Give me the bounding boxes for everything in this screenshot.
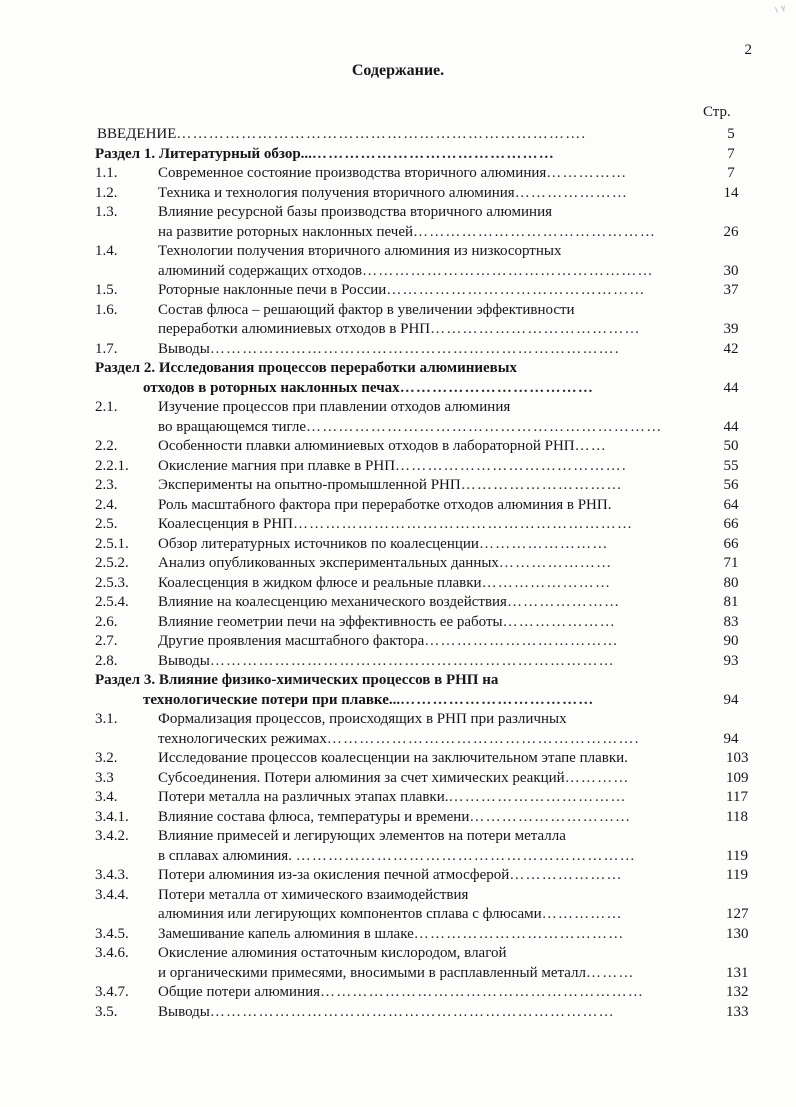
toc-entry-page-number: 64 (723, 496, 739, 513)
toc-entry-number: 2.2.1. (95, 457, 129, 474)
toc-entry-page-number: 14 (723, 184, 739, 201)
toc-entry-title-continued (158, 965, 635, 982)
toc-entry-text: Анализ опубликованных экспериментальных данных (158, 555, 499, 571)
toc-entry-title (158, 204, 552, 221)
toc-row (0, 458, 796, 478)
toc-entry-title (158, 536, 609, 553)
toc-leader-dots: …… (574, 438, 608, 454)
toc-entry-number: 3.4.2. (95, 828, 129, 844)
toc-entry-title (158, 653, 615, 670)
toc-entry-number: 3.4.5. (95, 925, 129, 942)
toc-entry-text: на развитие роторных наклонных печей (158, 223, 414, 240)
toc-entry-title-continued (158, 731, 640, 748)
toc-entry-title-continued (158, 263, 654, 280)
toc-entry-title (158, 594, 620, 611)
toc-row (0, 536, 796, 556)
toc-entry-text: Современное состояние производства вторичного алюминия (158, 165, 547, 181)
toc-entry-text: Раздел 2. Исследования процессов переработки алюминиевых (95, 360, 517, 376)
toc-entry-text: Выводы (158, 652, 210, 669)
toc-entry-number: 2.5.2. (95, 555, 129, 571)
toc-row (0, 126, 796, 146)
toc-leader-dots: …………………………………………………. (326, 730, 640, 747)
toc-leader-dots: …………… (541, 906, 623, 922)
toc-entry-page-number: 127 (726, 906, 749, 922)
toc-row (0, 243, 796, 263)
toc-leader-dots: ………………… (509, 867, 623, 883)
toc-entry-text: Окисление магния при плавке в РНП (158, 457, 396, 474)
toc-leader-dots: …………………… (481, 574, 612, 591)
toc-leader-dots: ……………………………… (424, 633, 619, 649)
toc-entry-number: 1.4. (95, 243, 118, 259)
toc-entry-text: Формализация процессов, происходящих в РНП при различных (158, 711, 567, 727)
toc-row (0, 146, 796, 166)
toc-leader-dots: ………………………………………………………………… (209, 1003, 615, 1020)
toc-entry-title (158, 438, 607, 455)
toc-entry-page-number: 7 (727, 165, 735, 181)
toc-entry-page-number: 119 (726, 847, 748, 864)
toc-entry-title (158, 926, 624, 943)
toc-entry-number: 3.4.7. (95, 984, 129, 1000)
toc-row (0, 906, 796, 926)
toc-row (0, 1004, 796, 1024)
toc-entry-text: Общие потери алюминия (158, 984, 321, 1000)
toc-entry-number: 2.5.1. (95, 535, 129, 552)
toc-entry-text: в сплавах алюминия. (158, 847, 296, 864)
toc-entry-title (158, 828, 566, 845)
toc-row (0, 984, 796, 1004)
toc-entry-number: 3.4. (95, 789, 118, 805)
toc-entry-title (158, 867, 623, 884)
toc-entry-text: Влияние ресурсной базы производства вторичного алюминия (158, 204, 552, 220)
toc-entry-text: Особенности плавки алюминиевых отходов в лабораторной РНП (158, 438, 575, 454)
toc-row (0, 575, 796, 595)
toc-entry-text: Раздел 3. Влияние физико-химических процессов в РНП на (95, 672, 499, 688)
page-title: Содержание. (351, 62, 445, 79)
toc-entry-text: Исследование процессов коалесценции на заключительном этапе плавки. (158, 750, 628, 766)
toc-entry-text: Коалесценция в РНП (158, 516, 293, 532)
toc-row (0, 380, 796, 400)
toc-entry-page-number: 71 (723, 555, 739, 571)
toc-entry-page-number: 131 (726, 964, 749, 981)
toc-leader-dots: …………… (546, 165, 628, 181)
toc-entry-text: ВВЕДЕНИЕ (97, 126, 177, 142)
toc-row (0, 672, 796, 692)
toc-row (0, 809, 796, 829)
toc-entry-page-number: 133 (726, 1003, 749, 1020)
toc-entry-title (158, 458, 627, 475)
toc-leader-dots: ……………………………………………… (362, 262, 654, 279)
toc-entry-page-number: 132 (726, 984, 749, 1000)
toc-entry-number: 2.4. (95, 496, 118, 513)
toc-entry-title (158, 302, 575, 319)
toc-entry-title (158, 399, 510, 416)
toc-row (0, 185, 796, 205)
toc-entry-number: 3.1. (95, 711, 118, 727)
toc-entry-title (158, 984, 644, 1001)
toc-row (0, 516, 796, 536)
toc-row (0, 341, 796, 361)
toc-entry-number: 3.3 (95, 769, 114, 786)
toc-entry-text: Техника и технология получения вторичного алюминия (158, 184, 515, 201)
toc-entry-page-number: 26 (723, 223, 739, 240)
toc-leader-dots: …………………………… (448, 789, 627, 805)
toc-row (0, 497, 796, 517)
toc-row (0, 594, 796, 614)
toc-entry-page-number: 118 (726, 808, 748, 825)
toc-entry-title-continued (158, 419, 662, 436)
toc-entry-number: 1.6. (95, 301, 118, 318)
toc-row (0, 282, 796, 302)
toc-entry-text: Окисление алюминия остаточным кислородом, влагой (158, 945, 507, 961)
toc-entry-title-continued (158, 224, 656, 241)
toc-entry-page-number: 7 (727, 145, 735, 162)
toc-entry-number: 2.5. (95, 516, 118, 532)
toc-entry-title (158, 165, 627, 182)
toc-row (0, 302, 796, 322)
toc-row (0, 692, 796, 712)
toc-entry-title-continued (158, 848, 636, 865)
toc-leader-dots: ………………… (502, 613, 616, 630)
toc-entry-title (158, 945, 507, 962)
toc-entry-title (158, 809, 631, 826)
toc-row (0, 438, 796, 458)
toc-entry-title (158, 282, 646, 299)
toc-leader-dots: ………………………………………………………… (306, 418, 663, 435)
toc-leader-dots: ……………………………………………………… (292, 516, 634, 532)
toc-entry-page-number: 44 (723, 379, 739, 396)
toc-entry-number: 2.5.4. (95, 594, 129, 610)
toc-row (0, 828, 796, 848)
toc-entry-title (158, 614, 616, 631)
toc-entry-page-number: 119 (726, 867, 748, 883)
toc-section-heading-continued (143, 380, 594, 397)
toc-row (0, 419, 796, 439)
toc-row (0, 945, 796, 965)
toc-entry-number: 1.5. (95, 282, 118, 298)
toc-entry-title (158, 750, 628, 767)
toc-leader-dots: ……………………………… (399, 379, 595, 396)
page-number: 2 (744, 42, 752, 58)
toc-entry-text: Состав флюса – решающий фактор в увеличении эффективности (158, 301, 575, 318)
toc-row (0, 653, 796, 673)
toc-entry-number: 2.5.3. (95, 574, 129, 591)
toc-entry-number: 3.4.6. (95, 945, 129, 961)
toc-section-heading (95, 146, 555, 163)
toc-row (0, 848, 796, 868)
toc-leader-dots: ………………………………… (430, 321, 641, 337)
toc-entry-text: переработки алюминиевых отходов в РНП (158, 321, 431, 337)
toc-entry-number: 2.1. (95, 399, 118, 415)
toc-leader-dots: ………………………… (460, 477, 623, 493)
toc-entry-page-number: 94 (723, 691, 739, 708)
toc-row (0, 770, 796, 790)
toc-leader-dots: …………………………………………………………………. (176, 126, 587, 142)
toc-row (0, 711, 796, 731)
toc-entry-text: алюминия или легирующих компонентов сплава с флюсами (158, 906, 542, 922)
toc-entry-text: Обзор литературных источников по коалесценции (158, 535, 479, 552)
toc-heading-label (97, 126, 586, 143)
toc-entry-title (158, 633, 619, 650)
toc-entry-text: Другие проявления масштабного фактора (158, 633, 425, 649)
toc-entry-text: Эксперименты на опытно-промышленной РНП (158, 477, 461, 493)
toc-entry-page-number: 94 (723, 730, 739, 747)
toc-row (0, 789, 796, 809)
scan-artifact-mark: ۱ ۷ (773, 2, 787, 16)
toc-section-heading-continued (143, 692, 595, 709)
toc-entry-page-number: 55 (723, 457, 739, 474)
toc-entry-title (158, 770, 630, 787)
toc-entry-page-number: 66 (723, 535, 739, 552)
toc-entry-page-number: 117 (726, 789, 748, 805)
toc-entry-number: 1.1. (95, 165, 118, 181)
toc-entry-title (158, 341, 620, 358)
toc-entry-title (158, 477, 623, 494)
toc-entry-text: Роторные наклонные печи в России (158, 282, 387, 298)
toc-entry-text: Потери металла на различных этапах плавки. (158, 789, 449, 805)
toc-entry-page-number: 5 (727, 126, 735, 142)
toc-entry-number: 3.4.3. (95, 867, 129, 883)
toc-leader-dots: ……… (586, 964, 635, 981)
toc-entry-text: и органическими примесями, вносимыми в расплавленный металл (158, 964, 587, 981)
toc-entry-text: Коалесценция в жидком флюсе и реальные плавки (158, 574, 482, 591)
toc-entry-title (158, 497, 611, 514)
toc-entry-text: Роль масштабного фактора при переработке отходов алюминия в РНП. (158, 496, 612, 513)
toc-entry-page-number: 90 (723, 633, 739, 649)
toc-entry-page-number: 44 (723, 418, 739, 435)
toc-entry-text: Изучение процессов при плавлении отходов алюминия (158, 399, 511, 415)
toc-entry-text: технологические потери при плавке... (143, 691, 401, 708)
toc-entry-number: 2.2. (95, 438, 118, 454)
toc-row (0, 633, 796, 653)
toc-entry-title (158, 1004, 615, 1021)
toc-entry-number: 3.4.4. (95, 886, 129, 903)
table-of-contents (0, 126, 796, 1023)
toc-leader-dots: ……………………………………………………… (295, 847, 636, 864)
toc-entry-number: 1.3. (95, 204, 118, 220)
toc-row (0, 321, 796, 341)
toc-entry-number: 3.2. (95, 750, 118, 766)
toc-leader-dots: ………………………………………… (386, 282, 646, 298)
toc-section-heading (95, 672, 498, 689)
toc-entry-text: технологических режимах (158, 730, 327, 747)
toc-entry-number: 2.7. (95, 633, 118, 649)
toc-leader-dots: …………………………………………………………………. (209, 340, 620, 357)
toc-row (0, 360, 796, 380)
toc-entry-title (158, 185, 628, 202)
toc-leader-dots: …………………………………………………… (320, 984, 645, 1000)
toc-row (0, 204, 796, 224)
toc-row (0, 224, 796, 244)
toc-entry-title (158, 711, 567, 728)
toc-leader-dots: ………………… (498, 555, 613, 571)
toc-row (0, 965, 796, 985)
page-column-header: Стр. (703, 104, 731, 120)
toc-entry-text: отходов в роторных наклонных печах (143, 379, 400, 396)
toc-entry-text: Влияние на коалесценцию механического воздействия (158, 594, 507, 610)
toc-row (0, 926, 796, 946)
toc-entry-text: алюминий содержащих отходов (158, 262, 363, 279)
toc-entry-text: Технологии получения вторичного алюминия из низкосортных (158, 243, 562, 259)
toc-row (0, 731, 796, 751)
toc-entry-title (158, 516, 633, 533)
toc-row (0, 887, 796, 907)
toc-entry-text: Выводы (158, 340, 210, 357)
toc-entry-page-number: 37 (723, 282, 739, 298)
toc-entry-text: Влияние состава флюса, температуры и времени (158, 808, 470, 825)
toc-entry-title (158, 789, 627, 806)
toc-entry-text: Раздел 1. Литературный обзор... (95, 145, 312, 162)
toc-row (0, 263, 796, 283)
toc-entry-text: во вращающемся тигле (158, 418, 307, 435)
toc-entry-page-number: 50 (723, 438, 739, 454)
toc-entry-page-number: 39 (723, 321, 739, 337)
toc-entry-page-number: 56 (723, 477, 739, 493)
toc-entry-page-number: 81 (723, 594, 739, 610)
toc-leader-dots: …………………… (478, 535, 609, 552)
toc-entry-page-number: 66 (723, 516, 739, 532)
toc-entry-page-number: 83 (723, 613, 739, 630)
toc-entry-text: Потери металла от химического взаимодействия (158, 886, 469, 903)
toc-leader-dots: ………………………………………………………………… (209, 652, 615, 669)
toc-row (0, 165, 796, 185)
toc-entry-title (158, 555, 612, 572)
toc-entry-title (158, 243, 561, 260)
toc-leader-dots: ………………… (514, 184, 629, 201)
toc-section-heading (95, 360, 517, 377)
toc-entry-page-number: 30 (723, 262, 739, 279)
toc-entry-text: Субсоединения. Потери алюминия за счет химических реакций (158, 769, 565, 786)
toc-entry-number: 3.5. (95, 1003, 118, 1020)
toc-row (0, 477, 796, 497)
toc-entry-page-number: 130 (726, 925, 749, 942)
toc-entry-number: 1.2. (95, 184, 118, 201)
toc-leader-dots: ………………… (506, 594, 621, 610)
toc-entry-title (158, 887, 468, 904)
toc-row (0, 399, 796, 419)
toc-entry-number: 2.3. (95, 477, 118, 493)
toc-entry-number: 2.8. (95, 652, 118, 669)
toc-row (0, 750, 796, 770)
toc-row (0, 555, 796, 575)
toc-entry-title-continued (158, 321, 641, 338)
toc-leader-dots: ……………………………………… (413, 223, 657, 240)
toc-row (0, 614, 796, 634)
toc-leader-dots: ……………………………… (400, 691, 595, 708)
toc-row (0, 867, 796, 887)
toc-entry-page-number: 80 (723, 574, 739, 591)
toc-entry-number: 2.6. (95, 613, 118, 630)
toc-leader-dots: ……………………………………… (311, 145, 555, 162)
toc-entry-text: Замешивание капель алюминия в шлаке (158, 925, 414, 942)
toc-entry-page-number: 103 (726, 750, 749, 766)
toc-entry-text: Влияние примесей и легирующих элементов на потери металла (158, 828, 566, 844)
toc-leader-dots: ………………………………… (413, 925, 625, 942)
toc-entry-text: Влияние геометрии печи на эффективность ее работы (158, 613, 503, 630)
toc-leader-dots: ……………………………………. (395, 457, 627, 474)
toc-entry-page-number: 109 (726, 769, 749, 786)
toc-entry-text: Выводы (158, 1003, 210, 1020)
toc-entry-number: 3.4.1. (95, 808, 129, 825)
toc-entry-page-number: 42 (723, 340, 739, 357)
toc-entry-number: 1.7. (95, 340, 118, 357)
toc-entry-page-number: 93 (723, 652, 739, 669)
toc-entry-title (158, 575, 611, 592)
toc-leader-dots: ………………………… (469, 808, 632, 825)
toc-leader-dots: ………… (564, 769, 630, 786)
toc-entry-title-continued (158, 906, 623, 923)
toc-entry-text: Потери алюминия из-за окисления печной атмосферой (158, 867, 510, 883)
